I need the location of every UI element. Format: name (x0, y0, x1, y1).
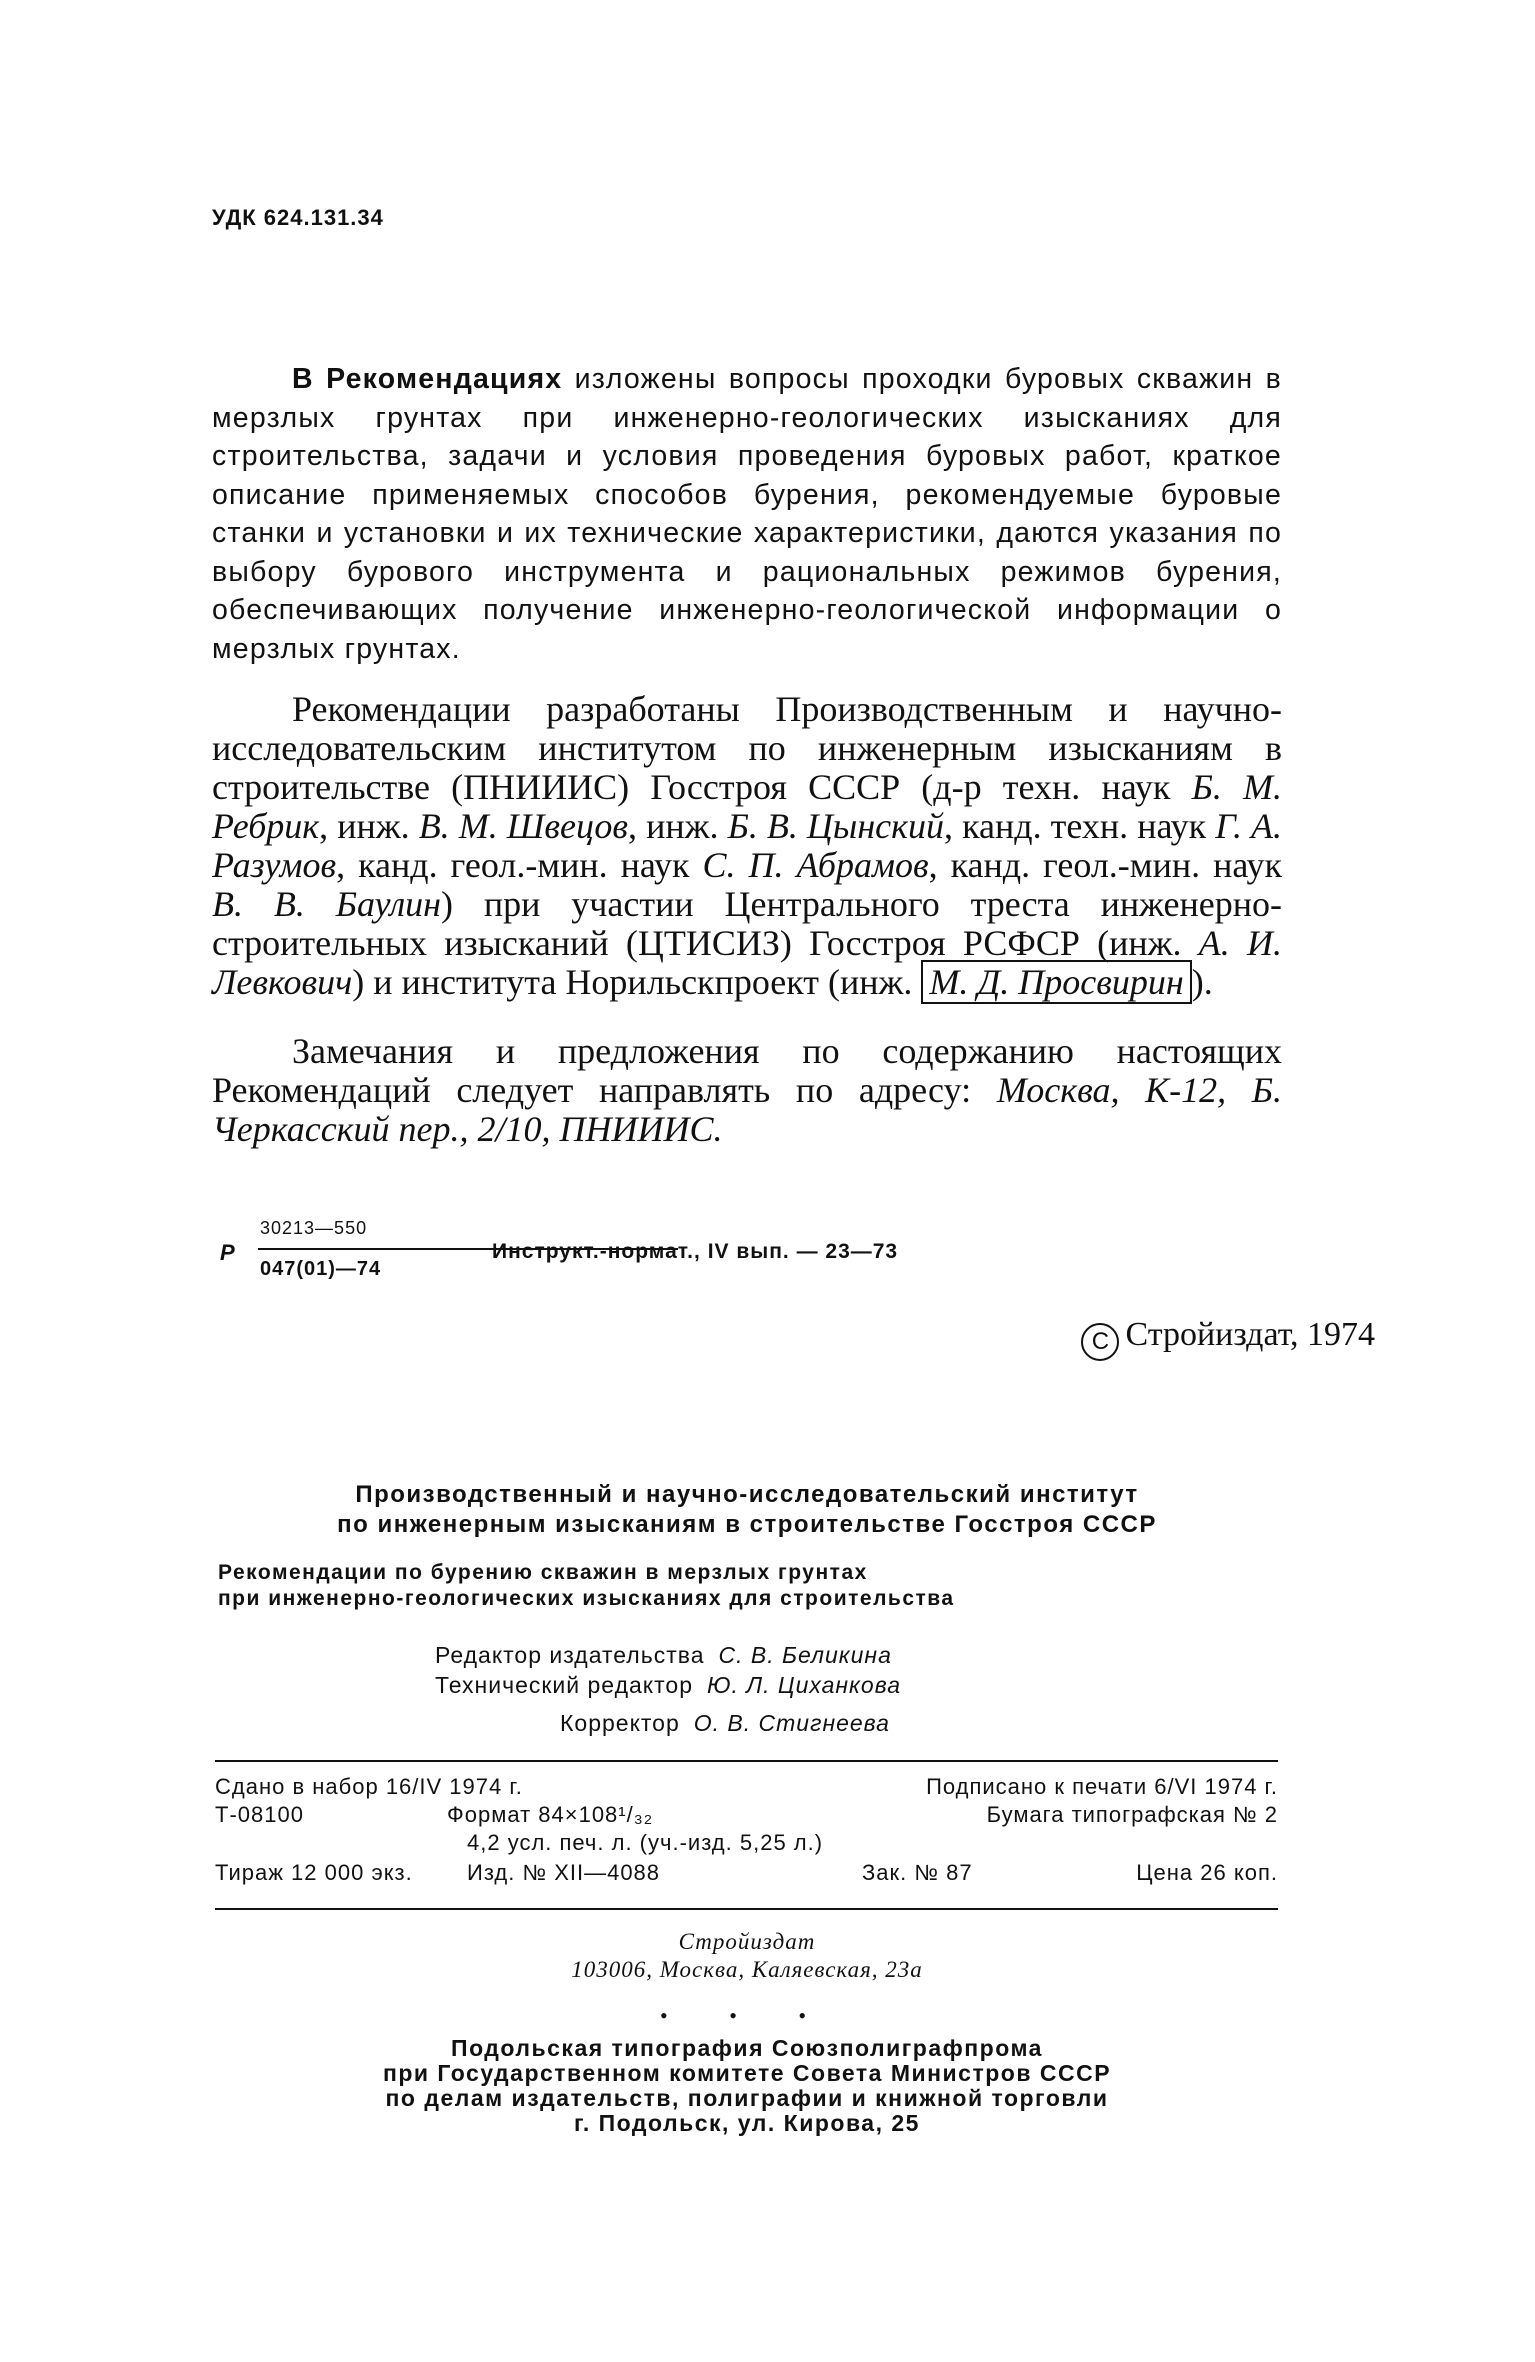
catalog-index (212, 1218, 1112, 1298)
remarks-address: Москва, К-12, Б. Черкасский пер., 2/10, ПНИИИС. (212, 1070, 1283, 1149)
developers-text: , канд. техн. наук (944, 806, 1216, 846)
index-numerator: 30213—550 (260, 1218, 368, 1238)
abstract-text: изложены вопросы проходки буровых скважин в мерзлых грунтах при инженерно-геологических изысканиях для строительства, задачи и условия проведения буровых работ, краткое описание применяемых способов бурения, рекомендуемые буровые станки и установки и их технические характеристики, даются указания по выбору бурового инструмента и рациональных режимов бурения, обеспечивающих получение инженерно-геологической информации о мерзлых грунтах. (212, 363, 1282, 665)
remarks-text: Замечания и предложения по содержанию настоящих Рекомендаций следует направлять по адресу: (212, 1031, 1282, 1110)
tech-editor-label: Технический редактор (435, 1672, 693, 1698)
remarks-paragraph (212, 1032, 1282, 1149)
tech-editor-row (435, 1670, 901, 1700)
developers-text: ) при участии Центрального треста инженерно-строительных изысканий (ЦТИСИЗ) Госстроя РСФСР (инж. (212, 884, 1283, 963)
title-line: при инженерно-геологических изысканиях для строительства (218, 1587, 955, 1610)
title-line: Рекомендации по бурению скважин в мерзлых грунтах (218, 1561, 868, 1584)
imprint-cell: Изд. № XII—4088 (467, 1860, 661, 1885)
institute-name (212, 1480, 1282, 1540)
author-name: В. М. Швецов (418, 806, 629, 846)
developers-text: , канд. геол.-мин. наук (928, 845, 1282, 885)
author-name: В. В. Баулин (212, 884, 442, 924)
developers-text: ). (1191, 962, 1213, 1002)
institute-line: Производственный и научно-исследовательский институт (355, 1481, 1139, 1508)
author-name: А. И. Левкович (212, 923, 1282, 1002)
printer-block (212, 2036, 1282, 2136)
editor-row (435, 1640, 901, 1670)
developers-text: , инж. (319, 806, 419, 846)
imprint-cell: Т-08100 (215, 1802, 304, 1827)
author-name-boxed: М. Д. Просвирин (921, 960, 1191, 1004)
corrector-label: Корректор (560, 1710, 680, 1736)
institute-line: по инженерным изысканиям в строительстве Госстроя СССР (337, 1511, 1157, 1538)
author-name: С. П. Абрамов (702, 845, 929, 885)
abstract-paragraph (212, 360, 1282, 668)
printer-line: по делам издательств, полиграфии и книжной торговли (385, 2085, 1109, 2111)
udk-code: УДК 624.131.34 (212, 205, 384, 230)
printer-line: г. Подольск, ул. Кирова, 25 (574, 2110, 920, 2136)
imprint-cell: Бумага типографская № 2 (986, 1802, 1278, 1827)
separator-dots: • • • (660, 2003, 835, 2028)
imprint-cell: Формат 84×108¹/₃₂ (447, 1802, 654, 1827)
tech-editor-name: Ю. Л. Циханкова (707, 1672, 901, 1698)
developers-text: , инж. (628, 806, 728, 846)
copyright-icon: C (1081, 1323, 1119, 1361)
imprint-cell: Зак. № 87 (862, 1860, 973, 1885)
printer-line: при Государственном комитете Совета Министров СССР (382, 2060, 1112, 2086)
imprint-cell: Подписано к печати 6/VI 1974 г. (926, 1774, 1278, 1799)
divider-top (215, 1760, 1278, 1762)
developers-paragraph (212, 690, 1282, 1002)
author-name: Г. А. Разумов (212, 806, 1283, 885)
developers-text: , канд. геол.-мин. наук (336, 845, 703, 885)
divider-bottom (215, 1908, 1278, 1910)
editor-label: Редактор издательства (435, 1642, 705, 1668)
index-edition: Инструкт.-нормат., IV вып. — 23—73 (492, 1240, 899, 1263)
publisher-name: Стройиздат (678, 1929, 816, 1954)
author-name: Б. М. Ребрик (212, 767, 1282, 846)
copyright-text: Стройиздат, 1974 (1125, 1316, 1375, 1353)
publisher-address: 103006, Москва, Каляевская, 23а (571, 1957, 923, 1982)
imprint-cell: Сдано в набор 16/IV 1974 г. (215, 1774, 523, 1799)
printer-line: Подольская типография Союзполиграфпрома (451, 2035, 1043, 2061)
index-denominator: 047(01)—74 (260, 1258, 382, 1280)
corrector-name: О. В. Стигнеева (693, 1710, 890, 1736)
index-letter: Р (220, 1240, 235, 1265)
abstract-lead: В Рекомендациях (292, 363, 563, 395)
author-name: Б. В. Цынский (727, 806, 944, 846)
editor-name: С. В. Беликина (718, 1642, 892, 1668)
imprint-cell: Цена 26 коп. (1136, 1860, 1278, 1885)
developers-text: Рекомендации разработаны Производственным и научно-исследовательским институтом по инженерным изысканиям в строительстве (ПНИИИС) Госстроя СССР (д-р техн. наук (212, 689, 1282, 807)
copyright-line (1081, 1316, 1375, 1361)
developers-text: ) и института Норильскпроект (инж. (352, 962, 922, 1002)
imprint-cell: 4,2 усл. печ. л. (уч.-изд. 5,25 л.) (467, 1830, 824, 1855)
imprint-cell: Тираж 12 000 экз. (215, 1860, 413, 1885)
recommendations-title (218, 1560, 955, 1612)
corrector-row (560, 1710, 890, 1737)
editors-block (435, 1640, 901, 1700)
